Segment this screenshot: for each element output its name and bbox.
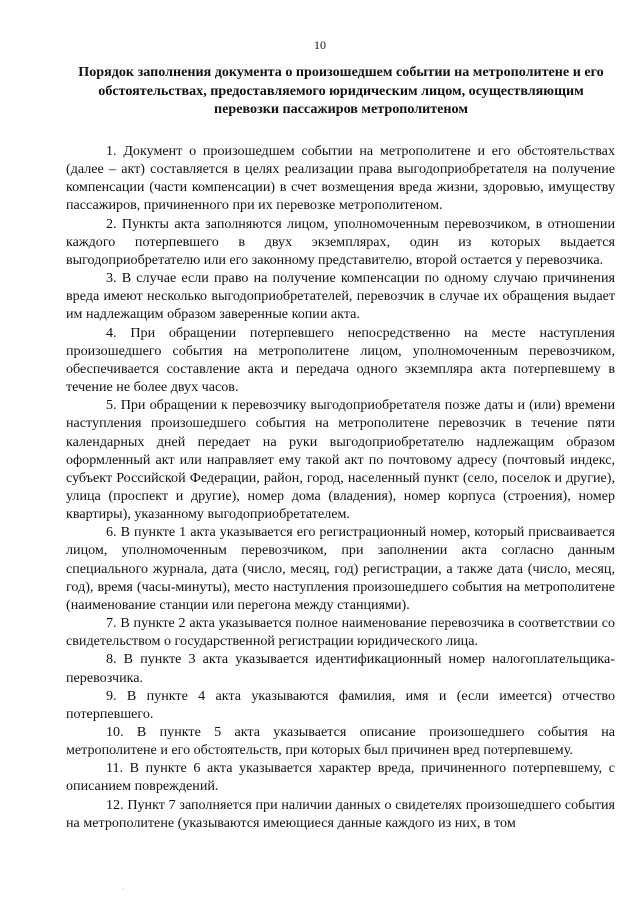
paragraph-4: 4. При обращении потерпевшего непосредственно на месте наступления произошедшего события на метрополитене лицом, уполномоченным перевозчиком, обеспечивается составление акта и передача одного экземпляра акта потерпевшему в течение не более двух часов.: [66, 324, 615, 396]
paragraph-3: 3. В случае если право на получение компенсации по одному случаю причинения вреда имеют несколько выгодоприобретателей, перевозчик в случае их обращения выдает им надлежащим образом заверенные копии акта.: [66, 270, 615, 323]
paragraph-10: 10. В пункте 5 акта указывается описание произошедшего события на метрополитене и его обстоятельств, при которых был причинен вред потерпевшему.: [66, 724, 615, 759]
paragraph-11: 11. В пункте 6 акта указывается характер вреда, причиненного потерпевшему, с описанием повреждений.: [66, 760, 615, 795]
paragraph-6: 6. В пункте 1 акта указывается его регистрационный номер, который присваивается лицом, уполномоченным перевозчиком, при заполнении акта согласно данным специального журнала, дата (число, месяц, год) регистрации, а также дата (число, месяц, год), время (часы-минуты), место наступления произошедшего события на метрополитене (наименование станции или перегона между станциями).: [66, 524, 615, 613]
paragraph-7: 7. В пункте 2 акта указывается полное наименование перевозчика в соответствии со свидетельством о государственной регистрации юридического лица.: [66, 615, 615, 650]
document-body: [66, 142, 615, 832]
paragraph-5: 5. При обращении к перевозчику выгодоприобретателя позже даты и (или) времени наступления произошедшего события на метрополитене перевозчик в течение пяти календарных дней передает на руки выгодоприобретателю надлежащим образом оформленный акт или направляет ему такой акт по почтовому адресу (почтовый индекс, субъект Российской Федерации, район, город, населенный пункт (село, поселок и другие), улица (проспект и другие), номер дома (владения), номер корпуса (строения), номер квартиры), указанному выгодоприобретателем.: [66, 397, 615, 523]
page-number: 10: [314, 38, 326, 52]
paragraph-9: 9. В пункте 4 акта указываются фамилия, имя и (если имеется) отчество потерпевшего.: [66, 687, 615, 722]
paragraph-2: 2. Пункты акта заполняются лицом, уполномоченным перевозчиком, в отношении каждого потерпевшего в двух экземплярах, один из которых выдается выгодоприобретателю или его законному представителю, второй остается у перевозчика.: [66, 215, 615, 268]
paragraph-12: 12. Пункт 7 заполняется при наличии данных о свидетелях произошедшего события на метрополитене (указываются имеющиеся данные каждого из них, в том: [66, 796, 615, 831]
paragraph-8: 8. В пункте 3 акта указывается идентификационный номер налогоплательщика-перевозчика.: [66, 651, 615, 686]
document-title: Порядок заполнения документа о произошедшем событии на метрополитене и его обстоятельствах, предоставляемого юридическим лицом, осуществляющим перевозки пассажиров метрополитеном: [78, 64, 604, 117]
scan-speck: ·: [122, 885, 125, 894]
paragraph-1: 1. Документ о произошедшем событии на метрополитене и его обстоятельствах (далее – акт) составляется в целях реализации права выгодоприобретателя на получение компенсации (части компенсации) в счет возмещения вреда жизни, здоровью, имуществу пассажиров, причиненного при их перевозке метрополитеном.: [66, 143, 615, 214]
